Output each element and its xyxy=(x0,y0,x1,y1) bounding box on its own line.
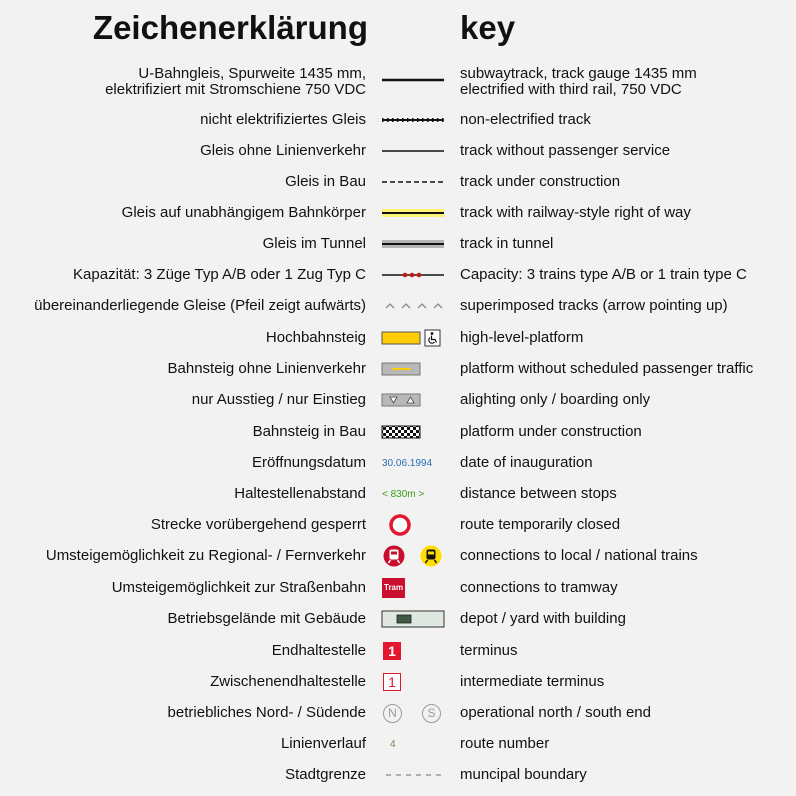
label-en: platform without scheduled passenger traffic xyxy=(460,360,754,377)
distance-sample xyxy=(380,480,446,508)
high-platform-accessible-icon xyxy=(380,324,446,352)
label-de: nicht elektrifiziertes Gleis xyxy=(200,111,366,128)
legend-row-right-of-way xyxy=(0,199,796,227)
legend-row-terminus xyxy=(0,637,796,665)
legend-row-boundary xyxy=(0,761,796,789)
label-de: Hochbahnsteig xyxy=(265,329,366,346)
label-en: operational north / south end xyxy=(460,704,651,721)
label-de: U-Bahngleis, Spurweite 1435 mm, elektrifiziert mit Stromschiene 750 VDC xyxy=(105,65,366,98)
legend-row-depot xyxy=(0,605,796,633)
alighting-boarding-platform-icon xyxy=(380,386,446,414)
tram-badge-text: Tram xyxy=(382,578,405,598)
label-de: Gleis in Bau xyxy=(285,173,366,190)
label-en: route number xyxy=(460,735,550,752)
label-en: track in tunnel xyxy=(460,235,554,252)
label-en: route temporarily closed xyxy=(460,516,621,533)
label-de: Gleis im Tunnel xyxy=(262,235,366,252)
terminus-badge-icon xyxy=(380,637,446,665)
label-en: superimposed tracks (arrow pointing up) xyxy=(460,297,728,314)
depot-box-icon xyxy=(380,605,446,633)
capacity-dots-icon xyxy=(380,261,446,289)
label-de: Stadtgrenze xyxy=(285,766,366,783)
distance-text: < 830m > xyxy=(382,488,425,500)
legend-row-route-number xyxy=(0,730,796,758)
legend-row-distance xyxy=(0,480,796,508)
label-de: nur Ausstieg / nur Einstieg xyxy=(191,391,366,408)
legend-row-construction xyxy=(0,168,796,196)
closed-sign-icon xyxy=(380,511,446,539)
label-en: high-level-platform xyxy=(460,329,584,346)
thin-track-line-icon xyxy=(380,137,446,165)
legend-row-tram xyxy=(0,574,796,602)
label-de: Bahnsteig ohne Linienverkehr xyxy=(167,360,366,377)
intermediate-terminus-badge-icon xyxy=(380,668,446,696)
label-en: track under construction xyxy=(460,173,621,190)
caret-arrows-icon xyxy=(380,292,446,320)
south-end-circle: S xyxy=(422,704,441,723)
gray-platform-icon xyxy=(380,355,446,383)
label-de: Haltestellenabstand xyxy=(234,485,366,502)
legend-row-tunnel xyxy=(0,230,796,258)
label-de: Strecke vorübergehend gesperrt xyxy=(150,516,366,533)
title-german: Zeichenerklärung xyxy=(92,9,368,46)
legend-row-capacity xyxy=(0,261,796,289)
label-de: Kapazität: 3 Züge Typ A/B oder 1 Zug Typ C xyxy=(73,266,366,283)
tunnel-track-line-icon xyxy=(380,230,446,258)
label-de: Bahnsteig in Bau xyxy=(252,423,366,440)
label-en: alighting only / boarding only xyxy=(460,391,651,408)
label-en: platform under construction xyxy=(460,423,642,440)
legend-row-closed xyxy=(0,511,796,539)
label-en: Capacity: 3 trains type A/B or 1 train type C xyxy=(460,266,747,283)
label-en: intermediate terminus xyxy=(460,673,605,690)
route-number-text: 4 xyxy=(390,738,396,750)
label-de: übereinanderliegende Gleise (Pfeil zeigt aufwärts) xyxy=(34,297,366,314)
label-de: Gleis auf unabhängigem Bahnkörper xyxy=(121,204,366,221)
non-electrified-track-line-icon xyxy=(380,106,446,134)
label-en: non-electrified track xyxy=(460,111,591,128)
tram-badge-icon xyxy=(380,574,446,602)
label-de: Linienverlauf xyxy=(280,735,366,752)
subway-track-line-icon xyxy=(380,67,446,97)
label-en: date of inauguration xyxy=(460,454,593,471)
label-en: connections to local / national trains xyxy=(460,547,698,564)
north-end-circle: N xyxy=(383,704,402,723)
label-de: Betriebsgelände mit Gebäude xyxy=(167,610,366,627)
terminus-number: 1 xyxy=(383,642,401,660)
route-number-sample xyxy=(380,730,446,758)
date-sample xyxy=(380,449,446,477)
label-en: track with railway-style right of way xyxy=(460,204,691,221)
label-de: Gleis ohne Linienverkehr xyxy=(200,142,366,159)
legend-row-platform-construction xyxy=(0,418,796,446)
label-en: connections to tramway xyxy=(460,579,618,596)
label-en: depot / yard with building xyxy=(460,610,626,627)
title-english: key xyxy=(460,9,516,46)
label-de: Eröffnungsdatum xyxy=(252,454,366,471)
checkered-platform-icon xyxy=(380,418,446,446)
legend-row-alighting-boarding xyxy=(0,386,796,414)
label-en: muncipal boundary xyxy=(460,766,587,783)
legend-row-north-south xyxy=(0,699,796,727)
legend-row-gray-platform xyxy=(0,355,796,383)
label-de: Zwischenendhaltestelle xyxy=(210,673,366,690)
yellow-track-line-icon xyxy=(380,199,446,227)
legend-row-superimposed xyxy=(0,292,796,320)
label-de: Umsteigemöglichkeit zur Straßenbahn xyxy=(111,579,366,596)
north-south-circles-icon xyxy=(380,699,446,727)
date-text: 30.06.1994 xyxy=(382,457,433,469)
label-en: track without passenger service xyxy=(460,142,671,159)
legend-row-subway-track xyxy=(0,67,796,97)
label-en: terminus xyxy=(460,642,518,659)
legend-row-intermediate-terminus xyxy=(0,668,796,696)
boundary-dashed-line-icon xyxy=(380,761,446,789)
label-de: betriebliches Nord- / Südende xyxy=(167,704,366,721)
train-connection-icon xyxy=(380,542,446,570)
legend-row-date xyxy=(0,449,796,477)
label-en: distance between stops xyxy=(460,485,617,502)
label-de: Endhaltestelle xyxy=(271,642,366,659)
legend-row-train-connection xyxy=(0,542,796,570)
label-de: Umsteigemöglichkeit zu Regional- / Fernverkehr xyxy=(45,547,366,564)
dashed-track-line-icon xyxy=(380,168,446,196)
legend-row-non-electrified xyxy=(0,106,796,134)
legend-row-no-service xyxy=(0,137,796,165)
label-en: subwaytrack, track gauge 1435 mm electrified with third rail, 750 VDC xyxy=(460,65,697,98)
legend-row-high-platform xyxy=(0,324,796,352)
intermediate-terminus-number: 1 xyxy=(383,673,401,691)
